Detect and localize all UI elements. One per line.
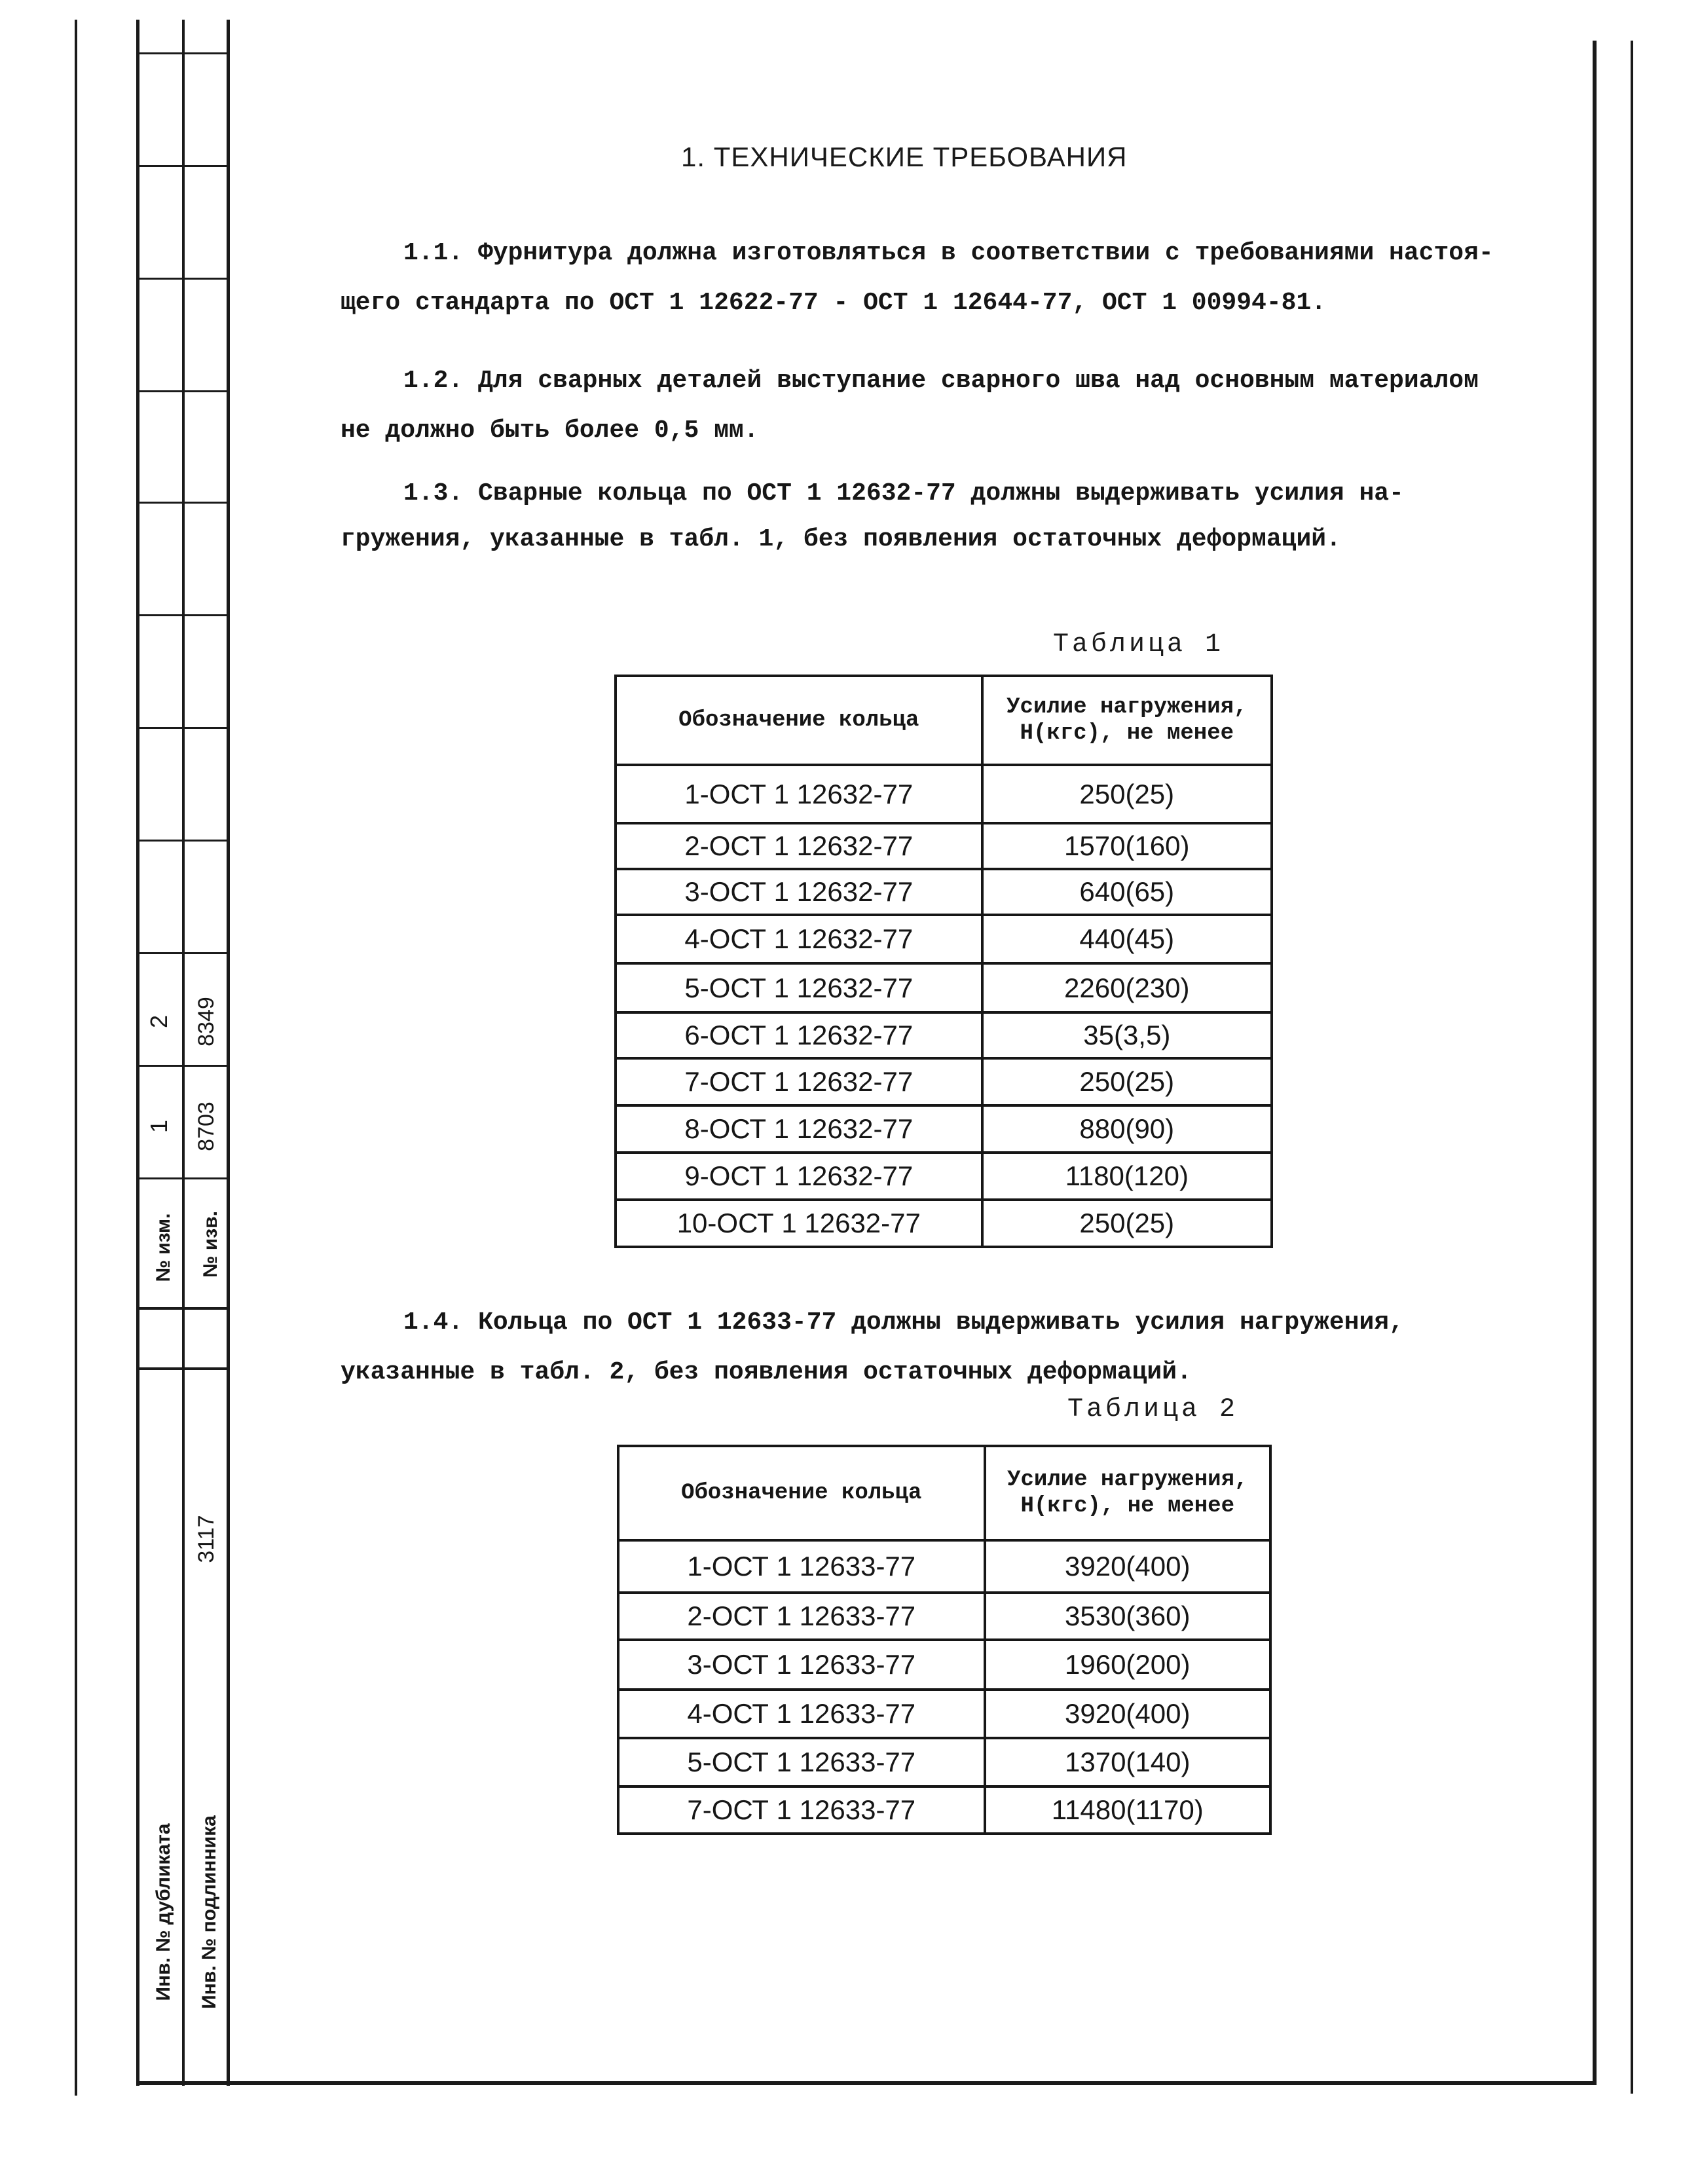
change-number-label: № изм. [153, 1213, 174, 1282]
load-force-cell: 640(65) [982, 869, 1272, 915]
ring-designation-cell: 2-ОСТ 1 12633-77 [618, 1593, 985, 1640]
load-force-cell: 3920(400) [985, 1690, 1271, 1738]
ring-designation-cell: 1-ОСТ 1 12632-77 [616, 765, 982, 823]
paragraph-line: 1.3. Сварные кольца по ОСТ 1 12632-77 должны выдерживать усилия на- [403, 479, 1404, 508]
table-header-row [616, 676, 1272, 765]
table-2-caption: Таблица 2 [1067, 1395, 1239, 1424]
stamp-rule [136, 1065, 229, 1067]
table-row [616, 869, 1272, 915]
ring-designation-cell: 5-ОСТ 1 12633-77 [618, 1738, 985, 1786]
ring-designation-cell: 6-ОСТ 1 12632-77 [616, 1012, 982, 1058]
load-force-cell: 880(90) [982, 1105, 1272, 1153]
change-2-value: 2 [145, 1014, 172, 1029]
frame-mid-line [182, 20, 185, 2086]
stamp-rule [136, 952, 229, 954]
frame-bottom-line [136, 2081, 1597, 2085]
ring-designation-cell: 4-ОСТ 1 12633-77 [618, 1690, 985, 1738]
table-row [616, 765, 1272, 823]
paragraph-line: указанные в табл. 2, без появления остаточных деформаций. [341, 1358, 1192, 1386]
notice-1-value: 8703 [194, 1101, 219, 1151]
paragraph-1-2 [341, 354, 1479, 458]
frame-inner-line [227, 20, 230, 2086]
table-row [616, 963, 1272, 1012]
paragraph-line: 1.4. Кольца по ОСТ 1 12633-77 должны выдерживать усилия нагружения, [403, 1308, 1404, 1337]
table-row [618, 1540, 1270, 1593]
table-2 [617, 1445, 1272, 1835]
ring-designation-cell: 3-ОСТ 1 12633-77 [618, 1640, 985, 1690]
header-load-force [982, 676, 1272, 765]
paragraph-line: не должно быть более 0,5 мм. [341, 416, 759, 445]
ring-designation-cell: 1-ОСТ 1 12633-77 [618, 1540, 985, 1593]
load-force-cell: 35(3,5) [982, 1012, 1272, 1058]
table-1 [614, 675, 1273, 1248]
notice-number-label: № изв. [200, 1211, 221, 1278]
stamp-rule [136, 614, 229, 616]
load-force-cell: 1960(200) [985, 1640, 1271, 1690]
stamp-rule [136, 278, 229, 280]
table-row [618, 1738, 1270, 1786]
stamp-rule [136, 502, 229, 504]
ring-designation-cell: 5-ОСТ 1 12632-77 [616, 963, 982, 1012]
table-1-caption: Таблица 1 [1053, 630, 1225, 659]
header-load-force-line2: Н(кгс), не менее [1020, 721, 1234, 746]
header-ring-designation: Обозначение кольца [616, 676, 982, 765]
table-row [618, 1690, 1270, 1738]
right-margin-line [1631, 41, 1633, 2094]
paragraph-1-3 [341, 466, 1404, 567]
section-title: 1. ТЕХНИЧЕСКИЕ ТРЕБОВАНИЯ [681, 141, 1128, 172]
stamp-rule [136, 1367, 229, 1370]
ring-designation-cell: 9-ОСТ 1 12632-77 [616, 1153, 982, 1200]
header-load-force-line1: Усилие нагружения, [1007, 695, 1247, 720]
stamp-rule [136, 1307, 229, 1310]
paragraph-line: 1.1. Фурнитура должна изготовляться в соответствии с требованиями настоя- [403, 239, 1494, 267]
table-row [618, 1640, 1270, 1690]
ring-designation-cell: 2-ОСТ 1 12632-77 [616, 823, 982, 869]
load-force-cell: 2260(230) [982, 963, 1272, 1012]
load-force-cell: 11480(1170) [985, 1786, 1271, 1834]
inv-duplicate-label: Инв. № дубликата [153, 1823, 174, 2001]
paragraph-line: щего стандарта по ОСТ 1 12622-77 - ОСТ 1 12644-77, ОСТ 1 00994-81. [341, 289, 1327, 317]
header-load-force-line2: Н(кгс), не менее [1020, 1494, 1234, 1519]
notice-2-value: 8349 [194, 997, 219, 1046]
stamp-rule [136, 165, 229, 167]
table-row [616, 1153, 1272, 1200]
paragraph-line: гружения, указанные в табл. 1, без появления остаточных деформаций. [341, 525, 1341, 553]
frame-right-line [1593, 41, 1597, 2085]
stamp-rule [136, 1177, 229, 1179]
header-load-force-line1: Усилие нагружения, [1007, 1468, 1248, 1492]
change-1-value: 1 [145, 1119, 172, 1134]
ring-designation-cell: 7-ОСТ 1 12633-77 [618, 1786, 985, 1834]
table-row [618, 1593, 1270, 1640]
load-force-cell: 440(45) [982, 915, 1272, 963]
header-load-force [985, 1446, 1271, 1540]
load-force-cell: 250(25) [982, 1058, 1272, 1105]
load-force-cell: 3920(400) [985, 1540, 1271, 1593]
table-row [616, 1105, 1272, 1153]
left-margin-line [75, 20, 77, 2096]
ring-designation-cell: 8-ОСТ 1 12632-77 [616, 1105, 982, 1153]
load-force-cell: 1180(120) [982, 1153, 1272, 1200]
load-force-cell: 250(25) [982, 1200, 1272, 1247]
table-row [618, 1786, 1270, 1834]
stamp-rule [136, 727, 229, 729]
paragraph-line: 1.2. Для сварных деталей выступание сварного шва над основным материалом [403, 367, 1479, 395]
load-force-cell: 1370(140) [985, 1738, 1271, 1786]
inv-original-value: 3117 [194, 1515, 219, 1563]
stamp-rule [136, 52, 229, 54]
load-force-cell: 1570(160) [982, 823, 1272, 869]
load-force-cell: 250(25) [982, 765, 1272, 823]
table-row [616, 1058, 1272, 1105]
inv-original-label: Инв. № подлинника [198, 1815, 220, 2009]
table-row [616, 1012, 1272, 1058]
ring-designation-cell: 3-ОСТ 1 12632-77 [616, 869, 982, 915]
stamp-rule [136, 390, 229, 392]
ring-designation-cell: 10-ОСТ 1 12632-77 [616, 1200, 982, 1247]
table-row [616, 823, 1272, 869]
header-ring-designation: Обозначение кольца [618, 1446, 985, 1540]
paragraph-1-1 [341, 226, 1494, 331]
frame-left-line [136, 20, 139, 2086]
ring-designation-cell: 4-ОСТ 1 12632-77 [616, 915, 982, 963]
table-row [616, 915, 1272, 963]
table-header-row [618, 1446, 1270, 1540]
paragraph-1-4 [341, 1295, 1404, 1400]
ring-designation-cell: 7-ОСТ 1 12632-77 [616, 1058, 982, 1105]
table-row [616, 1200, 1272, 1247]
load-force-cell: 3530(360) [985, 1593, 1271, 1640]
stamp-rule [136, 840, 229, 842]
